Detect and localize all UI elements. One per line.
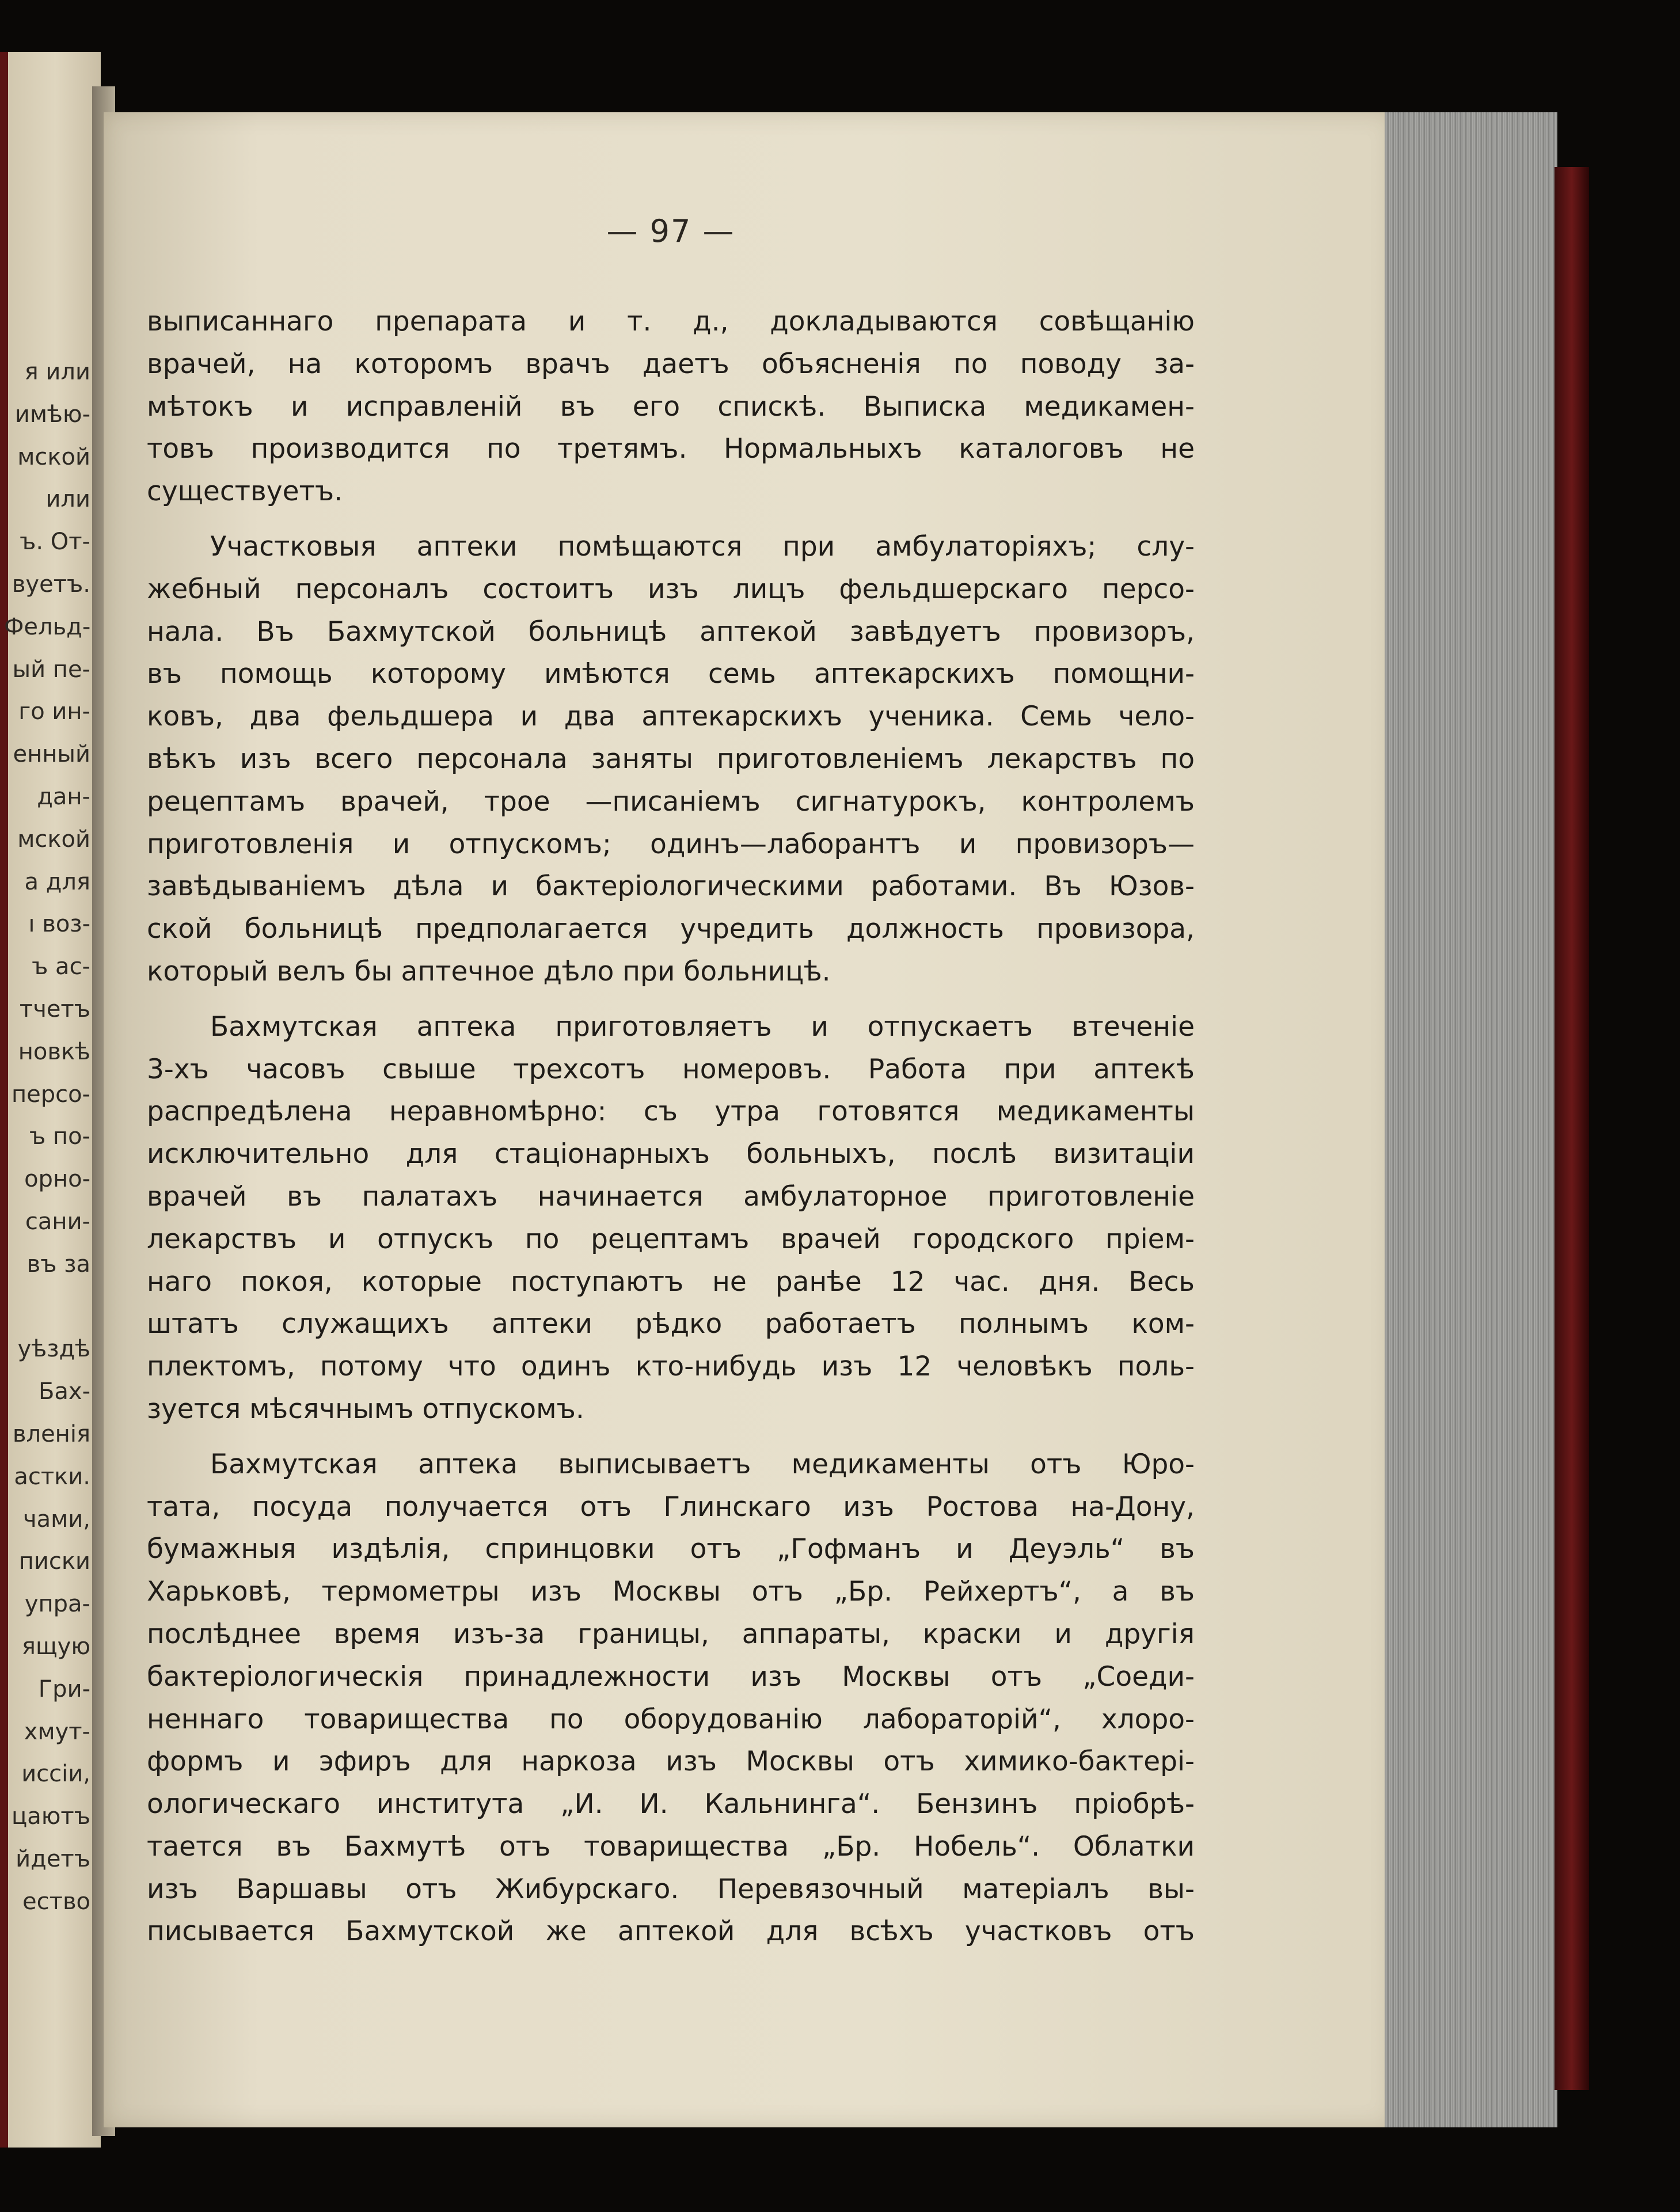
text-line: ологическаго института „И. И. Кальнинга“. Бензинъ пріобрѣ- xyxy=(147,1788,1195,1820)
left-text-fragment: или xyxy=(45,486,90,513)
left-text-fragment: ъ по- xyxy=(29,1123,90,1150)
body-text xyxy=(147,301,1195,1953)
left-text-fragment: ı воз- xyxy=(28,911,90,938)
text-line: 3-хъ часовъ свыше трехсотъ номеровъ. Работа при аптекѣ xyxy=(147,1053,1195,1085)
paragraph-gap xyxy=(147,1431,1195,1443)
left-text-fragment: Гри- xyxy=(38,1675,90,1702)
text-line: ской больницѣ предполагается учредить должность провизора, xyxy=(147,913,1195,945)
text-line: Участковыя аптеки помѣщаются при амбулаторіяхъ; слу- xyxy=(210,530,1195,562)
text-line: писывается Бахмутской же аптекой для всѣхъ участковъ отъ xyxy=(147,1915,1195,1948)
text-line: выписаннаго препарата и т. д., докладываются совѣщанію xyxy=(147,306,1195,337)
left-text-fragment: дан- xyxy=(37,783,90,810)
text-line: бумажныя издѣлія, спринцовки отъ „Гофманъ и Деуэль“ въ xyxy=(147,1533,1195,1565)
text-line: послѣднее время изъ-за границы, аппараты, краски и другія xyxy=(147,1618,1195,1650)
text-line: въ помощь которому имѣются семь аптекарскихъ помощни- xyxy=(147,658,1195,690)
text-line: врачей въ палатахъ начинается амбулаторное приготовленіе xyxy=(147,1180,1195,1213)
left-text-fragment: я или xyxy=(24,359,90,385)
text-line: наго покоя, которые поступаютъ не ранѣе 12 час. дня. Весь xyxy=(147,1265,1195,1298)
text-line: исключительно для стаціонарныхъ больныхъ, послѣ визитаціи xyxy=(147,1138,1195,1170)
left-text-fragment: орно- xyxy=(24,1166,90,1193)
text-line: зуется мѣсячнымъ отпускомъ. xyxy=(147,1393,584,1425)
left-text-fragment: вленія xyxy=(12,1420,90,1447)
right-cover-edge xyxy=(1554,167,1589,2090)
left-page xyxy=(0,52,101,2148)
left-text-fragment: ъ ас- xyxy=(32,953,90,980)
text-line: Бахмутская аптека приготовляетъ и отпускаетъ втеченіе xyxy=(210,1010,1195,1043)
text-line: нала. Въ Бахмутской больницѣ аптекой завѣдуетъ провизоръ, xyxy=(147,615,1195,648)
text-line: тата, посуда получается отъ Глинскаго изъ Ростова на-Дону, xyxy=(147,1491,1195,1523)
text-line: изъ Варшавы отъ Жибурскаго. Перевязочный матеріалъ вы- xyxy=(147,1873,1195,1905)
left-text-fragment: тчетъ xyxy=(19,995,90,1023)
paragraph-gap xyxy=(147,513,1195,526)
page-block-edges xyxy=(1385,112,1557,2127)
left-text-fragment: енный xyxy=(13,741,90,768)
left-text-fragment: мской xyxy=(17,826,90,853)
left-text-fragment: иссіи, xyxy=(21,1761,90,1788)
left-text-fragment: персо- xyxy=(11,1081,90,1108)
left-text-fragment: ъ. От- xyxy=(20,529,90,556)
left-text-fragment: ество xyxy=(22,1888,90,1915)
left-text-fragment: хмут- xyxy=(24,1718,90,1745)
text-line: врачей, на которомъ врачъ даетъ объясненія по поводу за- xyxy=(147,348,1195,380)
left-text-fragment: въ за xyxy=(26,1251,90,1278)
left-text-fragment: го ин- xyxy=(18,698,90,725)
left-text-fragment: вуетъ. xyxy=(12,571,90,598)
left-text-fragment: ящую xyxy=(21,1633,90,1660)
text-line: приготовленія и отпускомъ; одинъ—лаборантъ и провизоръ— xyxy=(147,828,1195,860)
left-text-fragment: уѣздѣ xyxy=(17,1336,90,1363)
left-text-fragment: мской xyxy=(17,443,90,470)
text-line: жебный персоналъ состоитъ изъ лицъ фельдшерскаго персо- xyxy=(147,573,1195,605)
left-text-fragment: Бах- xyxy=(38,1378,90,1405)
text-line: Бахмутская аптека выписываетъ медикаменты отъ Юро- xyxy=(210,1448,1195,1480)
text-line: бактеріологическія принадлежности изъ Москвы отъ „Соеди- xyxy=(147,1660,1195,1693)
left-text-fragment: новкѣ xyxy=(18,1038,90,1065)
text-line: товъ производится по третямъ. Нормальныхъ каталоговъ не xyxy=(147,433,1195,465)
text-line: рецептамъ врачей, трое —писаніемъ сигнатурокъ, контролемъ xyxy=(147,785,1195,818)
text-line: лекарствъ и отпускъ по рецептамъ врачей городского пріем- xyxy=(147,1223,1195,1255)
left-text-fragment: чами, xyxy=(22,1506,90,1533)
text-line: ковъ, два фельдшера и два аптекарскихъ ученика. Семь чело- xyxy=(147,701,1195,733)
text-line: мѣтокъ и исправленій въ его спискѣ. Выписка медикамен- xyxy=(147,390,1195,423)
text-line: Харьковѣ, термометры изъ Москвы отъ „Бр. Рейхертъ“, а въ xyxy=(147,1576,1195,1608)
text-line: плектомъ, потому что одинъ кто-нибудь изъ 12 человѣкъ поль- xyxy=(147,1351,1195,1383)
page-number: — 97 — xyxy=(606,213,735,249)
text-line: формъ и эфиръ для наркоза изъ Москвы отъ химико-бактері- xyxy=(147,1746,1195,1778)
text-line: существуетъ. xyxy=(147,476,343,508)
text-line: неннаго товарищества по оборудованію лабораторій“, хлоро- xyxy=(147,1703,1195,1735)
text-line: завѣдываніемъ дѣла и бактеріологическими работами. Въ Юзов- xyxy=(147,871,1195,903)
left-text-fragment: Фельд- xyxy=(4,613,91,640)
left-text-fragment: ый пе- xyxy=(12,656,90,683)
left-text-fragment: йдетъ xyxy=(16,1845,90,1872)
text-line: вѣкъ изъ всего персонала заняты приготовленіемъ лекарствъ по xyxy=(147,743,1195,775)
text-line: распредѣлена неравномѣрно: съ утра готовятся медикаменты xyxy=(147,1096,1195,1128)
left-text-fragment: имѣю- xyxy=(14,401,90,428)
text-line: тается въ Бахмутѣ отъ товарищества „Бр. Нобель“. Облатки xyxy=(147,1830,1195,1863)
left-text-fragment: упра- xyxy=(24,1591,90,1618)
left-text-fragment xyxy=(4,1286,90,1329)
left-page-text xyxy=(4,351,90,1923)
text-line: который велъ бы аптечное дѣло при больницѣ. xyxy=(147,955,831,987)
text-line: штатъ служащихъ аптеки рѣдко работаетъ полнымъ ком- xyxy=(147,1308,1195,1340)
left-text-fragment: астки. xyxy=(14,1463,90,1490)
left-text-fragment: сани- xyxy=(25,1208,90,1235)
left-text-fragment: а для xyxy=(24,868,90,895)
left-text-fragment: цаютъ xyxy=(12,1803,90,1830)
paragraph-gap xyxy=(147,993,1195,1006)
left-text-fragment: писки xyxy=(18,1548,90,1575)
